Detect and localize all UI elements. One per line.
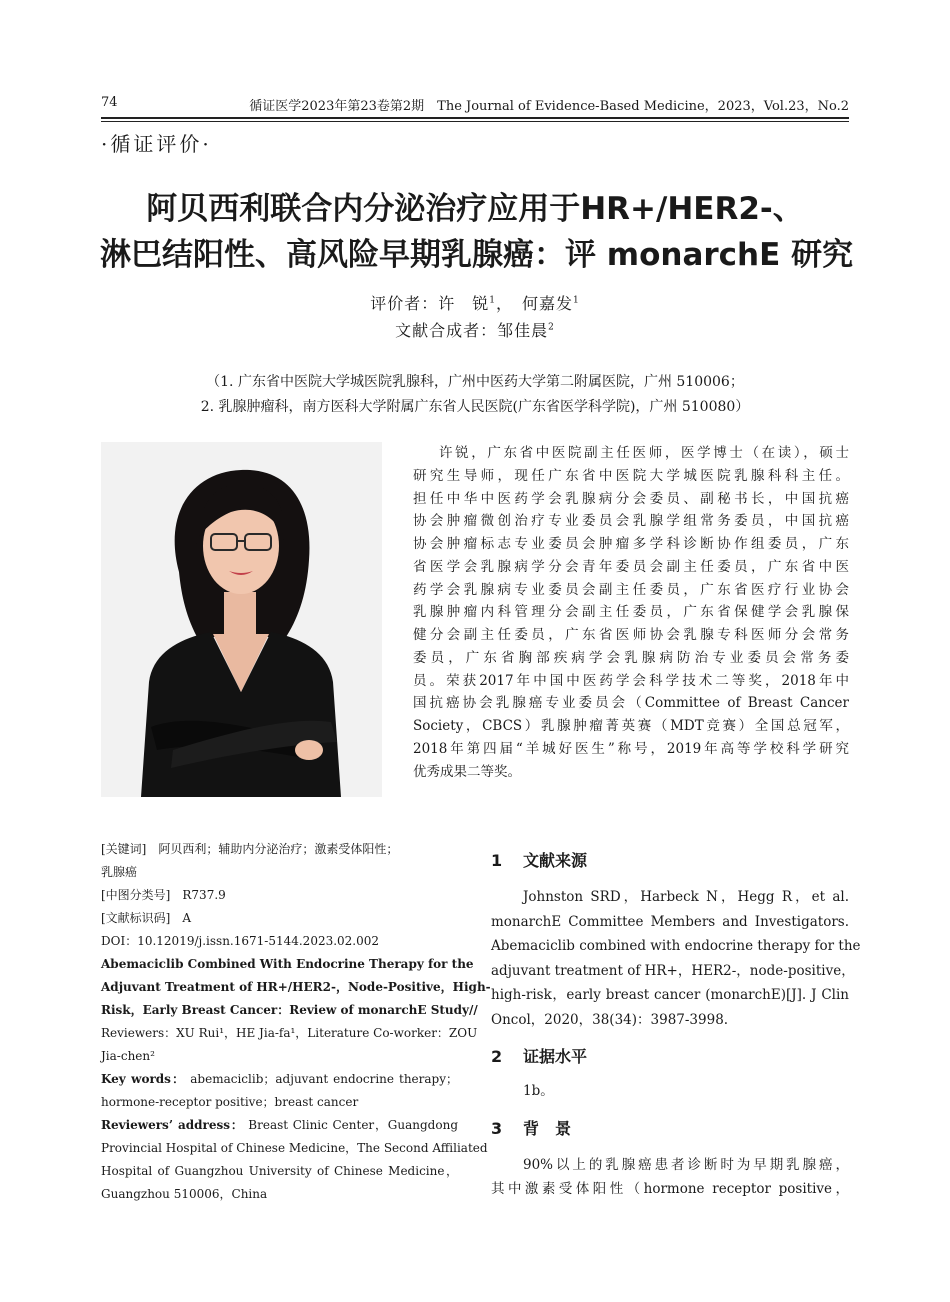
section-number: 3 [491, 1118, 503, 1138]
article-title-line-1: 阿贝西利联合内分泌治疗应用于HR+/HER2-、 [146, 191, 804, 227]
english-keywords [101, 1068, 458, 1091]
article-title-line-2: 淋巴结阳性、高风险早期乳腺癌：评 monarchE 研究 [100, 237, 854, 273]
page-number: 74 [101, 95, 118, 110]
bio-line: 协会肿瘤标志专业委员会肿瘤多学科诊断协作组委员，广东 [413, 536, 849, 552]
running-header [101, 95, 849, 113]
bio-line: 委员，广东省胸部疾病学会乳腺病防治专业委员会常务委 [413, 649, 849, 666]
evidence-level: 1b。 [523, 1083, 554, 1099]
section-heading [491, 1116, 849, 1139]
bio-line: 乳腺肿瘤内科管理分会副主任委员，广东省保健学会乳腺保 [413, 604, 849, 621]
reference-line: monarchE Committee Members and Investigators. [491, 913, 849, 930]
reviewer-name: 何嘉发 [522, 294, 574, 313]
english-title: Risk，Early Breast Cancer：Review of monarchE Study// [101, 1003, 478, 1017]
english-keywords-cont: hormone-receptor positive；breast cancer [101, 1095, 359, 1109]
keywords-cn [101, 838, 458, 861]
reference-line: Abemaciclib combined with endocrine therapy for the [491, 938, 861, 954]
keywords-en-value: abemaciclib；adjuvant endocrine therapy； [190, 1072, 458, 1086]
section-title: 文献来源 [523, 851, 588, 870]
article-body [491, 848, 861, 1202]
reviewers-address: Provincial Hospital of Chinese Medicine，The Second Affiliated [101, 1141, 488, 1155]
english-title: Adjuvant Treatment of HR+/HER2-，Node-Positive，High- [101, 980, 491, 994]
bio-line: 担任中华中医药学会乳腺病分会委员、副秘书长，中国抗癌 [413, 490, 849, 507]
clc-number [101, 884, 458, 907]
keywords-en-label: Key words： [101, 1072, 186, 1086]
compiler-line [100, 318, 850, 341]
section-heading [491, 1044, 849, 1067]
clc-value: R737.9 [182, 888, 226, 902]
keywords-value: 阿贝西利；辅助内分泌治疗；激素受体阳性； [158, 842, 399, 856]
body-line: 90%以上的乳腺癌患者诊断时为早期乳腺癌， [523, 1156, 849, 1173]
english-reviewers: Reviewers：XU Rui¹，HE Jia-fa¹，Literature Co-worker：ZOU [101, 1026, 478, 1040]
reference-line: adjuvant treatment of HR+，HER2-，node-positive， [491, 962, 855, 979]
section-number: 2 [491, 1047, 503, 1066]
reference-line: high-risk，early breast cancer (monarchE)[J]. J Clin [491, 987, 849, 1003]
reviewer-affil-sup: 1 [489, 295, 496, 306]
reviewers-address: Guangzhou 510006，China [101, 1187, 268, 1201]
body-line: 其中激素受体阳性（hormone receptor positive， [491, 1181, 849, 1197]
compiler-label: 文献合成者： [395, 321, 498, 340]
bio-line: 研究生导师，现任广东省中医院大学城医院乳腺科科主任。 [413, 467, 849, 484]
reviewers-label: 评价者： [370, 294, 439, 313]
bio-line: 省医学会乳腺病学分会青年委员会副主任委员，广东省中医 [413, 558, 849, 575]
column-tag: ·循证评价· [101, 132, 212, 156]
bio-line: Society，CBCS）乳腺肿瘤菁英赛（MDT竞赛）全国总冠军， [413, 718, 849, 734]
doi: DOI：10.12019/j.issn.1671-5144.2023.02.002 [101, 934, 380, 948]
section-title: 背 景 [523, 1118, 572, 1138]
bio-line: 2018年第四届“羊城好医生”称号，2019年高等学校科学研究 [413, 740, 849, 757]
keywords-label: [关键词] [101, 842, 147, 856]
author-photo [101, 442, 382, 797]
affiliation-line-1: （1. 广东省中医院大学城医院乳腺科，广州中医药大学第二附属医院，广州 510006； [206, 374, 744, 390]
author-separator: ， [495, 294, 505, 313]
reviewers-line [100, 291, 850, 314]
bio-line: 员。荣获2017年中国中医药学会科学技术二等奖，2018年中 [413, 672, 849, 689]
english-reviewers: Jia-chen² [101, 1049, 155, 1063]
doccode-value: A [182, 911, 192, 925]
reviewer-affil-sup: 1 [573, 295, 580, 306]
english-title: Abemaciclib Combined With Endocrine Therapy for the [101, 957, 474, 971]
section-title: 证据水平 [523, 1047, 588, 1066]
section-number: 1 [491, 851, 503, 870]
reviewers-address: Hospital of Guangzhou University of Chinese Medicine， [101, 1164, 458, 1178]
address-label: Reviewers’ address： [101, 1118, 244, 1132]
header-rule-thin [101, 121, 849, 122]
clc-label: [中图分类号] [101, 888, 171, 902]
section-heading [491, 848, 849, 871]
reference-line: Oncol，2020，38(34)：3987-3998. [491, 1011, 729, 1028]
article-metadata [101, 838, 491, 1206]
reviewer-name: 许 锐 [438, 294, 490, 313]
keywords-cn-cont: 乳腺癌 [101, 865, 138, 879]
bio-line: 许锐，广东省中医院副主任医师，医学博士（在读），硕士 [439, 445, 849, 461]
compiler-affil-sup: 2 [548, 322, 555, 333]
bio-line: 药学会乳腺病专业委员会副主任委员，广东省医疗行业协会 [413, 581, 849, 598]
bio-line: 国抗癌协会乳腺癌专业委员会（Committee of Breast Cancer [413, 695, 849, 712]
bio-line: 健分会副主任委员，广东省医师协会乳腺专科医师分会常务 [413, 627, 849, 643]
document-code [101, 907, 458, 930]
header-rule-thick [101, 117, 849, 119]
doccode-label: [文献标识码] [101, 911, 171, 925]
bio-line: 优秀成果二等奖。 [413, 763, 521, 780]
reference-line: Johnston SRD，Harbeck N，Hegg R，et al. [523, 889, 849, 905]
compiler-name: 邹佳晨 [497, 321, 549, 340]
reviewers-address [101, 1114, 458, 1137]
running-title: 循证医学2023年第23卷第2期 The Journal of Evidence-Based Medicine，2023，Vol.23，No.2 [249, 99, 849, 114]
author-bio [413, 442, 849, 783]
bio-line: 协会肿瘤微创治疗专业委员会乳腺学组常务委员，中国抗癌 [413, 513, 849, 530]
address-value: Breast Clinic Center，Guangdong [248, 1118, 458, 1132]
portrait-illustration [101, 442, 382, 797]
affiliation-line-2: 2. 乳腺肿瘤科，南方医科大学附属广东省人民医院(广东省医学科学院)，广州 510080） [200, 399, 750, 415]
